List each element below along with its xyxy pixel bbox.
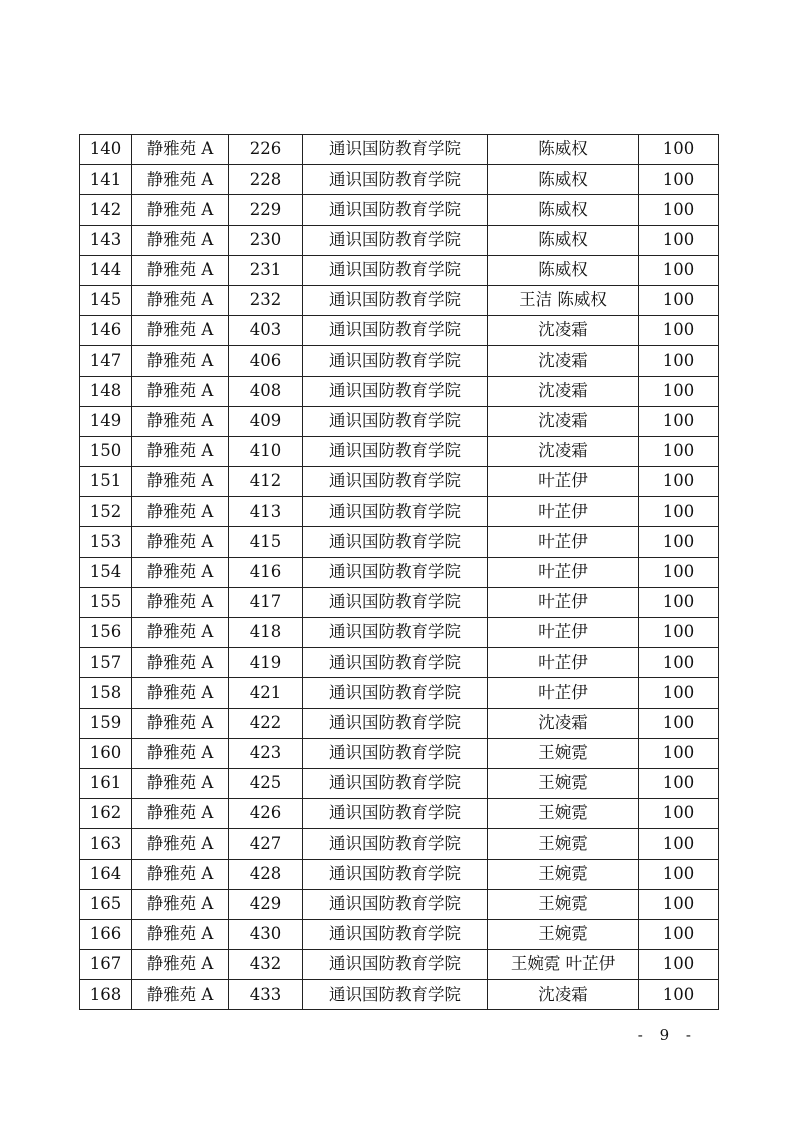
college-cell: 通识国防教育学院 xyxy=(303,557,488,587)
college-cell: 通识国防教育学院 xyxy=(303,135,488,165)
table-row xyxy=(80,557,719,587)
building-cell: 静雅苑 A xyxy=(132,195,229,225)
college-cell: 通识国防教育学院 xyxy=(303,376,488,406)
score-cell: 100 xyxy=(639,527,719,557)
building-cell: 静雅苑 A xyxy=(132,859,229,889)
row-number-cell: 149 xyxy=(80,406,132,436)
score-cell: 100 xyxy=(639,285,719,315)
counselor-cell: 沈凌霜 xyxy=(488,980,639,1010)
row-number-cell: 146 xyxy=(80,316,132,346)
college-cell: 通识国防教育学院 xyxy=(303,738,488,768)
counselor-cell: 王婉霓 xyxy=(488,859,639,889)
counselor-cell: 叶芷伊 xyxy=(488,587,639,617)
row-number-cell: 153 xyxy=(80,527,132,557)
building-cell: 静雅苑 A xyxy=(132,980,229,1010)
counselor-cell: 陈威权 xyxy=(488,255,639,285)
row-number-cell: 152 xyxy=(80,497,132,527)
building-cell: 静雅苑 A xyxy=(132,557,229,587)
college-cell: 通识国防教育学院 xyxy=(303,708,488,738)
row-number-cell: 163 xyxy=(80,829,132,859)
row-number-cell: 167 xyxy=(80,950,132,980)
row-number-cell: 160 xyxy=(80,738,132,768)
row-number-cell: 166 xyxy=(80,919,132,949)
score-cell: 100 xyxy=(639,255,719,285)
row-number-cell: 162 xyxy=(80,799,132,829)
row-number-cell: 161 xyxy=(80,768,132,798)
table-row xyxy=(80,738,719,768)
counselor-cell: 沈凌霜 xyxy=(488,436,639,466)
room-number-cell: 427 xyxy=(229,829,303,859)
row-number-cell: 158 xyxy=(80,678,132,708)
college-cell: 通识国防教育学院 xyxy=(303,829,488,859)
room-number-cell: 433 xyxy=(229,980,303,1010)
room-number-cell: 417 xyxy=(229,587,303,617)
room-number-cell: 415 xyxy=(229,527,303,557)
table-row xyxy=(80,768,719,798)
score-cell: 100 xyxy=(639,436,719,466)
table-row xyxy=(80,497,719,527)
college-cell: 通识国防教育学院 xyxy=(303,919,488,949)
table-row xyxy=(80,708,719,738)
row-number-cell: 143 xyxy=(80,225,132,255)
college-cell: 通识国防教育学院 xyxy=(303,346,488,376)
room-number-cell: 413 xyxy=(229,497,303,527)
table-row xyxy=(80,467,719,497)
row-number-cell: 145 xyxy=(80,285,132,315)
college-cell: 通识国防教育学院 xyxy=(303,195,488,225)
college-cell: 通识国防教育学院 xyxy=(303,285,488,315)
room-number-cell: 408 xyxy=(229,376,303,406)
counselor-cell: 王婉霓 xyxy=(488,829,639,859)
score-cell: 100 xyxy=(639,889,719,919)
counselor-cell: 沈凌霜 xyxy=(488,708,639,738)
room-number-cell: 228 xyxy=(229,165,303,195)
score-cell: 100 xyxy=(639,557,719,587)
room-number-cell: 425 xyxy=(229,768,303,798)
row-number-cell: 154 xyxy=(80,557,132,587)
score-cell: 100 xyxy=(639,195,719,225)
college-cell: 通识国防教育学院 xyxy=(303,497,488,527)
building-cell: 静雅苑 A xyxy=(132,738,229,768)
counselor-cell: 叶芷伊 xyxy=(488,497,639,527)
building-cell: 静雅苑 A xyxy=(132,376,229,406)
score-cell: 100 xyxy=(639,406,719,436)
room-number-cell: 429 xyxy=(229,889,303,919)
table-row xyxy=(80,950,719,980)
counselor-cell: 王婉霓 xyxy=(488,738,639,768)
building-cell: 静雅苑 A xyxy=(132,648,229,678)
room-number-cell: 406 xyxy=(229,346,303,376)
building-cell: 静雅苑 A xyxy=(132,497,229,527)
row-number-cell: 151 xyxy=(80,467,132,497)
table-row xyxy=(80,165,719,195)
room-number-cell: 423 xyxy=(229,738,303,768)
counselor-cell: 王婉霓 叶芷伊 xyxy=(488,950,639,980)
row-number-cell: 157 xyxy=(80,648,132,678)
row-number-cell: 156 xyxy=(80,618,132,648)
row-number-cell: 150 xyxy=(80,436,132,466)
page-number: - 9 - xyxy=(637,1026,697,1044)
table-row xyxy=(80,346,719,376)
table-row xyxy=(80,135,719,165)
score-cell: 100 xyxy=(639,708,719,738)
score-cell: 100 xyxy=(639,859,719,889)
table-row xyxy=(80,799,719,829)
college-cell: 通识国防教育学院 xyxy=(303,316,488,346)
score-cell: 100 xyxy=(639,316,719,346)
college-cell: 通识国防教育学院 xyxy=(303,406,488,436)
row-number-cell: 147 xyxy=(80,346,132,376)
score-cell: 100 xyxy=(639,919,719,949)
building-cell: 静雅苑 A xyxy=(132,799,229,829)
building-cell: 静雅苑 A xyxy=(132,467,229,497)
score-cell: 100 xyxy=(639,346,719,376)
score-cell: 100 xyxy=(639,165,719,195)
row-number-cell: 164 xyxy=(80,859,132,889)
table-row xyxy=(80,255,719,285)
building-cell: 静雅苑 A xyxy=(132,165,229,195)
score-cell: 100 xyxy=(639,980,719,1010)
table-row xyxy=(80,980,719,1010)
dormitory-score-table-page xyxy=(79,134,718,1010)
table-row xyxy=(80,648,719,678)
college-cell: 通识国防教育学院 xyxy=(303,527,488,557)
table-row xyxy=(80,376,719,406)
college-cell: 通识国防教育学院 xyxy=(303,678,488,708)
building-cell: 静雅苑 A xyxy=(132,346,229,376)
room-number-cell: 430 xyxy=(229,919,303,949)
table-row xyxy=(80,316,719,346)
building-cell: 静雅苑 A xyxy=(132,225,229,255)
counselor-cell: 陈威权 xyxy=(488,165,639,195)
college-cell: 通识国防教育学院 xyxy=(303,255,488,285)
score-cell: 100 xyxy=(639,225,719,255)
room-number-cell: 421 xyxy=(229,678,303,708)
college-cell: 通识国防教育学院 xyxy=(303,950,488,980)
score-cell: 100 xyxy=(639,497,719,527)
counselor-cell: 陈威权 xyxy=(488,135,639,165)
building-cell: 静雅苑 A xyxy=(132,768,229,798)
counselor-cell: 沈凌霜 xyxy=(488,406,639,436)
room-number-cell: 232 xyxy=(229,285,303,315)
row-number-cell: 141 xyxy=(80,165,132,195)
score-cell: 100 xyxy=(639,678,719,708)
score-cell: 100 xyxy=(639,829,719,859)
building-cell: 静雅苑 A xyxy=(132,950,229,980)
counselor-cell: 王婉霓 xyxy=(488,799,639,829)
score-cell: 100 xyxy=(639,587,719,617)
room-number-cell: 229 xyxy=(229,195,303,225)
college-cell: 通识国防教育学院 xyxy=(303,799,488,829)
counselor-cell: 叶芷伊 xyxy=(488,678,639,708)
row-number-cell: 165 xyxy=(80,889,132,919)
score-cell: 100 xyxy=(639,618,719,648)
score-cell: 100 xyxy=(639,648,719,678)
counselor-cell: 王洁 陈威权 xyxy=(488,285,639,315)
score-cell: 100 xyxy=(639,768,719,798)
building-cell: 静雅苑 A xyxy=(132,436,229,466)
building-cell: 静雅苑 A xyxy=(132,135,229,165)
counselor-cell: 叶芷伊 xyxy=(488,467,639,497)
table-row xyxy=(80,859,719,889)
table-row xyxy=(80,919,719,949)
college-cell: 通识国防教育学院 xyxy=(303,587,488,617)
counselor-cell: 王婉霓 xyxy=(488,768,639,798)
counselor-cell: 叶芷伊 xyxy=(488,648,639,678)
room-number-cell: 422 xyxy=(229,708,303,738)
room-number-cell: 410 xyxy=(229,436,303,466)
row-number-cell: 140 xyxy=(80,135,132,165)
score-cell: 100 xyxy=(639,799,719,829)
table-body xyxy=(80,135,719,1010)
counselor-cell: 沈凌霜 xyxy=(488,346,639,376)
room-number-cell: 403 xyxy=(229,316,303,346)
college-cell: 通识国防教育学院 xyxy=(303,980,488,1010)
room-number-cell: 426 xyxy=(229,799,303,829)
college-cell: 通识国防教育学院 xyxy=(303,225,488,255)
room-number-cell: 428 xyxy=(229,859,303,889)
building-cell: 静雅苑 A xyxy=(132,919,229,949)
table-row xyxy=(80,889,719,919)
college-cell: 通识国防教育学院 xyxy=(303,889,488,919)
table-row xyxy=(80,406,719,436)
counselor-cell: 沈凌霜 xyxy=(488,376,639,406)
building-cell: 静雅苑 A xyxy=(132,889,229,919)
table-row xyxy=(80,195,719,225)
table-row xyxy=(80,587,719,617)
building-cell: 静雅苑 A xyxy=(132,618,229,648)
college-cell: 通识国防教育学院 xyxy=(303,436,488,466)
score-cell: 100 xyxy=(639,738,719,768)
row-number-cell: 168 xyxy=(80,980,132,1010)
college-cell: 通识国防教育学院 xyxy=(303,618,488,648)
table-row xyxy=(80,225,719,255)
building-cell: 静雅苑 A xyxy=(132,678,229,708)
table-row xyxy=(80,285,719,315)
building-cell: 静雅苑 A xyxy=(132,285,229,315)
building-cell: 静雅苑 A xyxy=(132,527,229,557)
room-number-cell: 412 xyxy=(229,467,303,497)
counselor-cell: 叶芷伊 xyxy=(488,527,639,557)
table-row xyxy=(80,829,719,859)
row-number-cell: 159 xyxy=(80,708,132,738)
score-cell: 100 xyxy=(639,376,719,406)
room-number-cell: 416 xyxy=(229,557,303,587)
row-number-cell: 148 xyxy=(80,376,132,406)
score-cell: 100 xyxy=(639,467,719,497)
counselor-cell: 陈威权 xyxy=(488,195,639,225)
college-cell: 通识国防教育学院 xyxy=(303,768,488,798)
table-row xyxy=(80,436,719,466)
row-number-cell: 142 xyxy=(80,195,132,225)
building-cell: 静雅苑 A xyxy=(132,587,229,617)
dormitory-score-table xyxy=(79,134,719,1010)
table-row xyxy=(80,527,719,557)
college-cell: 通识国防教育学院 xyxy=(303,165,488,195)
building-cell: 静雅苑 A xyxy=(132,708,229,738)
counselor-cell: 叶芷伊 xyxy=(488,618,639,648)
score-cell: 100 xyxy=(639,135,719,165)
score-cell: 100 xyxy=(639,950,719,980)
counselor-cell: 叶芷伊 xyxy=(488,557,639,587)
table-row xyxy=(80,678,719,708)
counselor-cell: 沈凌霜 xyxy=(488,316,639,346)
room-number-cell: 419 xyxy=(229,648,303,678)
college-cell: 通识国防教育学院 xyxy=(303,859,488,889)
college-cell: 通识国防教育学院 xyxy=(303,467,488,497)
room-number-cell: 230 xyxy=(229,225,303,255)
row-number-cell: 155 xyxy=(80,587,132,617)
building-cell: 静雅苑 A xyxy=(132,316,229,346)
room-number-cell: 418 xyxy=(229,618,303,648)
room-number-cell: 231 xyxy=(229,255,303,285)
counselor-cell: 王婉霓 xyxy=(488,919,639,949)
room-number-cell: 409 xyxy=(229,406,303,436)
building-cell: 静雅苑 A xyxy=(132,829,229,859)
row-number-cell: 144 xyxy=(80,255,132,285)
room-number-cell: 432 xyxy=(229,950,303,980)
building-cell: 静雅苑 A xyxy=(132,406,229,436)
room-number-cell: 226 xyxy=(229,135,303,165)
building-cell: 静雅苑 A xyxy=(132,255,229,285)
table-row xyxy=(80,618,719,648)
counselor-cell: 王婉霓 xyxy=(488,889,639,919)
college-cell: 通识国防教育学院 xyxy=(303,648,488,678)
counselor-cell: 陈威权 xyxy=(488,225,639,255)
